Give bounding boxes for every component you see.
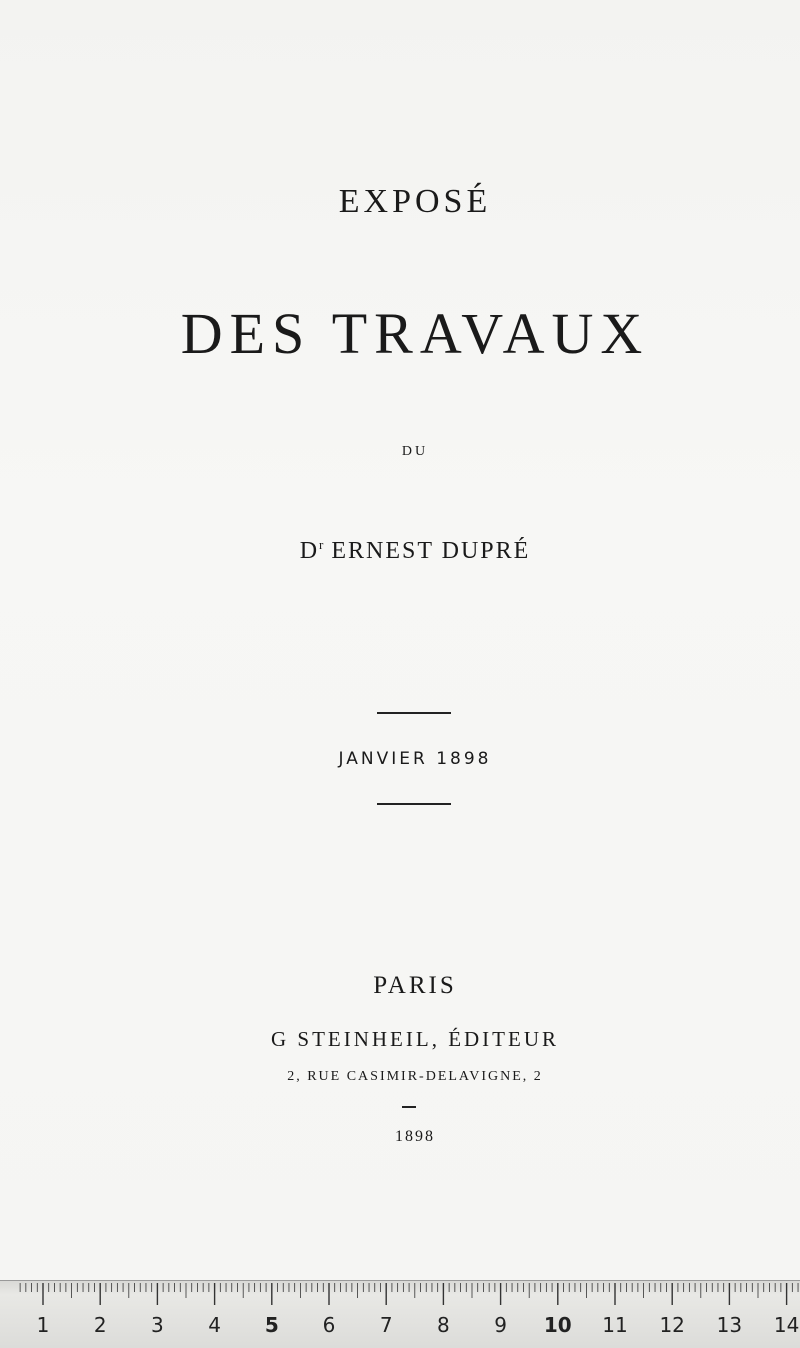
rule-top: [377, 712, 451, 714]
author-prefix: D: [299, 538, 320, 564]
ruler-number: 5: [264, 1313, 279, 1337]
ruler-number: 2: [93, 1313, 107, 1337]
ruler-ticks: [0, 1281, 800, 1311]
title-line-1: EXPOSÉ: [338, 183, 492, 220]
ruler-number: 1: [36, 1313, 50, 1337]
imprint-dash: [402, 1106, 416, 1108]
title-connector: DU: [401, 444, 429, 459]
ruler-number: 7: [379, 1313, 393, 1337]
publication-date: JANVIER 1898: [338, 749, 492, 769]
ruler-number: 14: [773, 1313, 800, 1337]
ruler-number: 10: [543, 1313, 572, 1337]
measuring-ruler: [0, 1280, 800, 1348]
author-full-name: ERNEST DUPRÉ: [331, 538, 531, 564]
imprint-city: PARIS: [373, 972, 457, 999]
ruler-number: 13: [716, 1313, 743, 1337]
imprint-year: 1898: [395, 1128, 435, 1145]
ruler-number: 3: [151, 1313, 164, 1337]
title-line-2: DES TRAVAUX: [180, 301, 650, 366]
rule-bottom: [377, 803, 451, 805]
ruler-number: 9: [494, 1313, 507, 1337]
ruler-number: 6: [322, 1313, 336, 1337]
ruler-number: 4: [208, 1313, 221, 1337]
author-prefix-superscript: r: [319, 537, 324, 552]
ruler-number: 11: [602, 1313, 628, 1337]
ruler-number: 12: [659, 1313, 685, 1337]
imprint-publisher: G STEINHEIL, ÉDITEUR: [270, 1027, 560, 1051]
ruler-number: 8: [437, 1313, 450, 1337]
author-name: [0, 537, 800, 565]
imprint-address: 2, RUE CASIMIR-DELAVIGNE, 2: [287, 1069, 543, 1084]
